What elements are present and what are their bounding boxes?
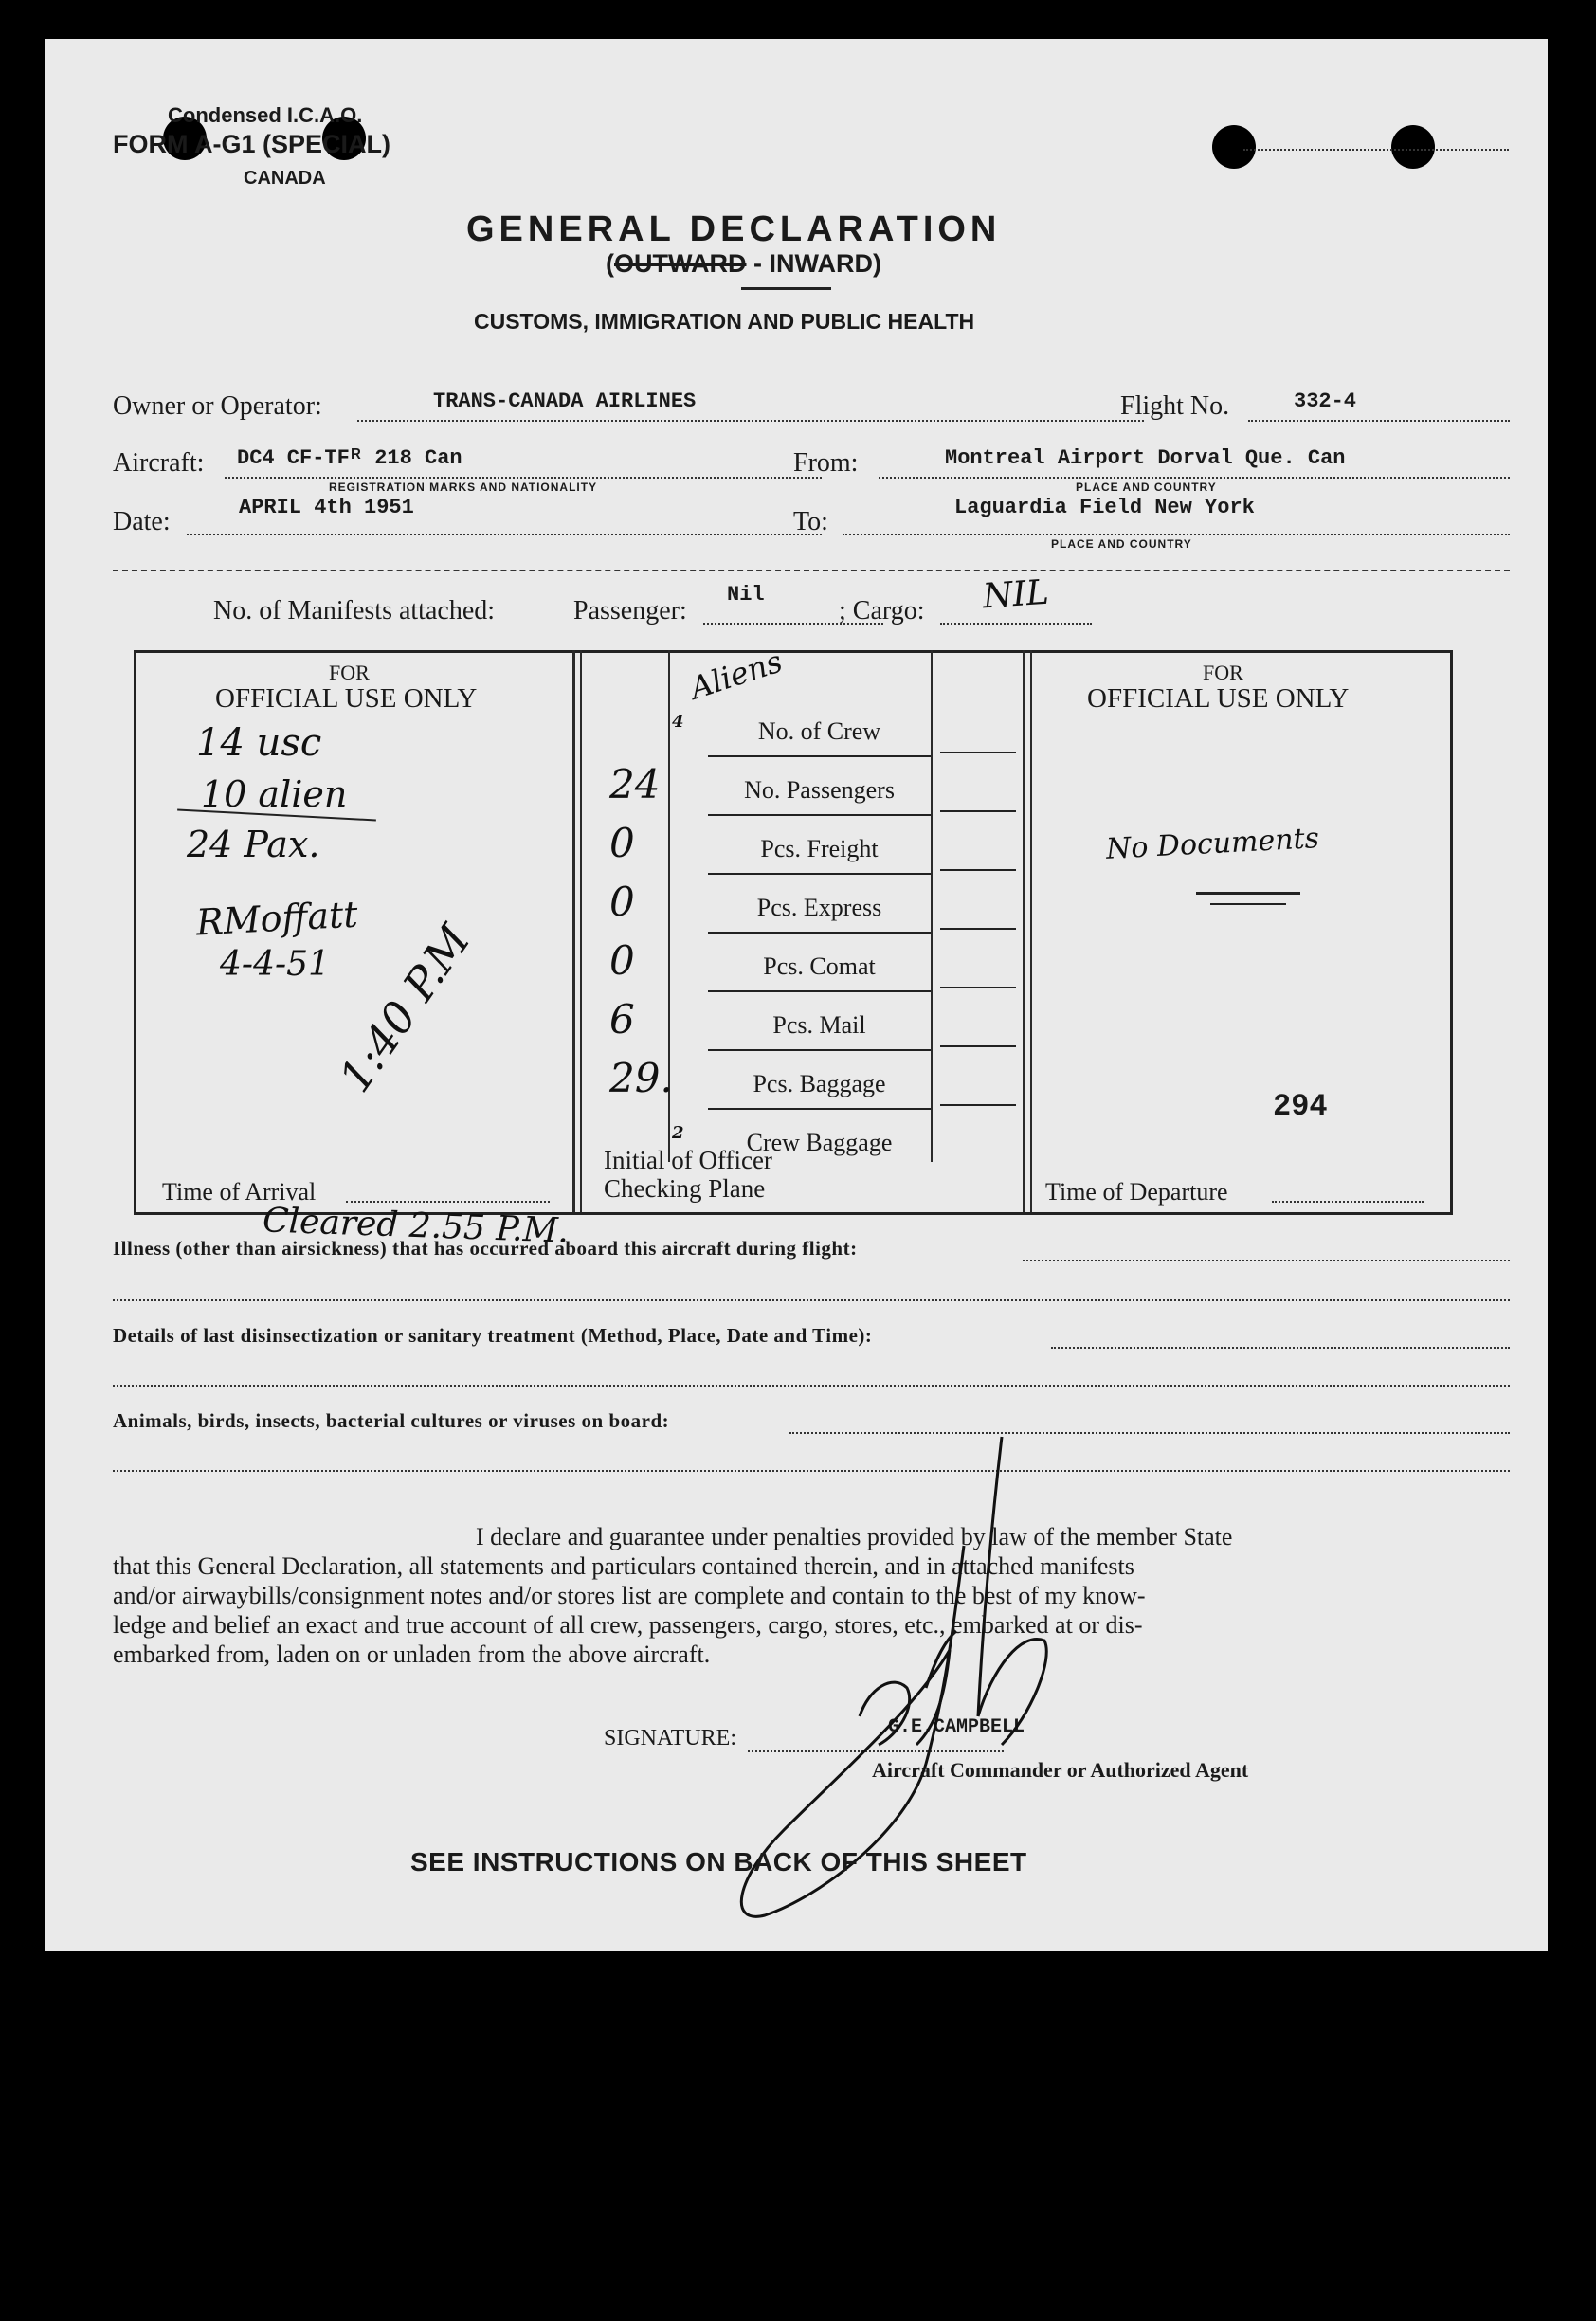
row-label: Pcs. Express: [756, 894, 882, 921]
box-divider-left-b: [580, 650, 582, 1212]
passenger-value: Nil: [727, 583, 765, 607]
row-label: Pcs. Mail: [772, 1011, 866, 1039]
to-label: To:: [793, 507, 828, 536]
aircraft-label: Aircraft:: [113, 448, 205, 478]
hw-aliens-note: Aliens: [685, 643, 787, 707]
row-check-rule: [940, 810, 1016, 812]
left-header-for: FOR: [329, 661, 370, 684]
row-check-rule: [940, 1104, 1016, 1106]
owner-value: TRANS-CANADA AIRLINES: [433, 390, 697, 413]
initial-officer-label-2: Checking Plane: [604, 1174, 766, 1203]
row-rule: [708, 1049, 931, 1051]
time-of-departure-label: Time of Departure: [1045, 1178, 1228, 1206]
time-of-arrival-label: Time of Arrival: [162, 1178, 317, 1206]
hw-usc: 14 usc: [196, 721, 322, 765]
row-rule: [708, 873, 931, 875]
row-rule: [708, 990, 931, 992]
date-value: APRIL 4th 1951: [239, 496, 414, 519]
row-value-handwritten: 0: [609, 937, 635, 984]
row-value-handwritten: 29.: [609, 1055, 673, 1101]
box-divider-right-b: [1030, 650, 1032, 1212]
box-divider-left: [572, 650, 575, 1212]
illness-label: Illness (other than airsickness) that has occurred aboard this aircraft during flight:: [113, 1237, 858, 1260]
hw-no-documents: No Documents: [1105, 822, 1320, 866]
row-value-handwritten: 0: [609, 879, 635, 925]
declaration-line-1: I declare and guarantee under penalties provided by law of the member State: [476, 1523, 1233, 1550]
row-label: No. of Crew: [757, 717, 881, 745]
punch-hole-icon: [1391, 125, 1435, 169]
date-label: Date:: [113, 507, 171, 536]
row-check-rule: [940, 752, 1016, 753]
row-value-handwritten: 0: [609, 820, 635, 866]
page-title: GENERAL DECLARATION: [466, 209, 1002, 249]
manifests-label: No. of Manifests attached:: [213, 596, 496, 626]
subtitle-underline: [741, 287, 831, 290]
from-label: From:: [793, 448, 859, 478]
form-code-line1: Condensed I.C.A.O.: [168, 103, 363, 127]
row-check-rule: [940, 1045, 1016, 1047]
subtitle: (OUTWARD - INWARD): [606, 249, 881, 278]
passenger-label: Passenger:: [573, 596, 687, 626]
instructions-footer: SEE INSTRUCTIONS ON BACK OF THIS SHEET: [410, 1847, 1027, 1877]
declaration-line-5: embarked from, laden on or unladen from the above aircraft.: [113, 1641, 711, 1668]
box-divider-check: [931, 650, 933, 1162]
row-rule: [708, 755, 931, 757]
cargo-label: ; Cargo:: [839, 596, 925, 626]
disinsect-label: Details of last disinsectization or sanitary treatment (Method, Place, Date and Time):: [113, 1324, 873, 1347]
row-value-handwritten: 4: [672, 712, 684, 732]
hw-underline-2: [1210, 903, 1286, 905]
row-label: Pcs. Baggage: [753, 1070, 886, 1097]
row-label: Crew Baggage: [746, 1129, 893, 1156]
declaration-line-4: ledge and belief an exact and true account of all crew, passengers, cargo, stores, etc., embarked at or dis-: [113, 1611, 1143, 1639]
signature-label: SIGNATURE:: [604, 1726, 737, 1750]
document-sheet: [45, 39, 1548, 1951]
agencies-line: CUSTOMS, IMMIGRATION AND PUBLIC HEALTH: [474, 309, 975, 334]
hw-cleared: Cleared 2.55 P.M.: [262, 1201, 570, 1251]
row-rule: [708, 814, 931, 816]
left-header-official: OFFICIAL USE ONLY: [215, 683, 478, 714]
row-label: No. Passengers: [744, 776, 895, 804]
to-value: Laguardia Field New York: [954, 496, 1255, 519]
stamp-number: 294: [1273, 1089, 1328, 1124]
flight-label: Flight No.: [1120, 391, 1230, 421]
row-label: Pcs. Comat: [763, 952, 876, 980]
row-check-rule: [940, 928, 1016, 930]
row-check-rule: [940, 987, 1016, 988]
registration-caption: REGISTRATION MARKS AND NATIONALITY: [329, 481, 598, 494]
flight-value: 332-4: [1294, 390, 1357, 413]
row-check-rule: [940, 869, 1016, 871]
aircraft-value: DC4 CF-TFᴿ 218 Can: [237, 446, 462, 470]
hw-aliens: 10 alien: [201, 773, 348, 815]
box-divider-right: [1023, 650, 1025, 1212]
top-right-dotted-rule: [1243, 149, 1509, 151]
form-country: CANADA: [244, 168, 326, 189]
form-code-line2: FORM A-G1 (SPECIAL): [113, 130, 390, 158]
hw-initials: RMoffatt: [194, 893, 359, 944]
signature-typed: G.E.CAMPBELL: [888, 1716, 1025, 1738]
initial-officer-label-1: Initial of Officer: [604, 1146, 772, 1174]
row-rule: [708, 1108, 931, 1110]
row-rule: [708, 932, 931, 934]
commander-caption: Aircraft Commander or Authorized Agent: [872, 1758, 1249, 1782]
place-caption-from: PLACE AND COUNTRY: [1076, 481, 1217, 494]
hw-pax: 24 Pax.: [187, 824, 320, 865]
row-value-handwritten: 24: [609, 761, 661, 807]
owner-label: Owner or Operator:: [113, 391, 322, 421]
row-value-handwritten: 6: [609, 996, 635, 1043]
hw-underline-1: [1196, 892, 1300, 895]
punch-hole-icon: [1212, 125, 1256, 169]
hw-arrival-time: 1:40 P.M: [329, 916, 481, 1101]
cargo-value-handwritten: NIL: [981, 572, 1050, 617]
hw-date: 4-4-51: [220, 945, 330, 984]
row-value-handwritten: 2: [672, 1123, 684, 1143]
from-value: Montreal Airport Dorval Que. Can: [945, 446, 1346, 470]
animals-label: Animals, birds, insects, bacterial cultures or viruses on board:: [113, 1409, 670, 1432]
place-caption-to: PLACE AND COUNTRY: [1051, 537, 1192, 551]
right-header-for: FOR: [1203, 661, 1243, 684]
declaration-line-3: and/or airwaybills/consignment notes and/or stores list are complete and contain to the best of my know-: [113, 1582, 1146, 1609]
declaration-line-2: that this General Declaration, all statements and particulars contained therein, and in attached manifests: [113, 1552, 1134, 1580]
row-label: Pcs. Freight: [760, 835, 879, 862]
right-header-official: OFFICIAL USE ONLY: [1087, 683, 1350, 714]
struck-outward: OUTWARD: [614, 249, 747, 278]
